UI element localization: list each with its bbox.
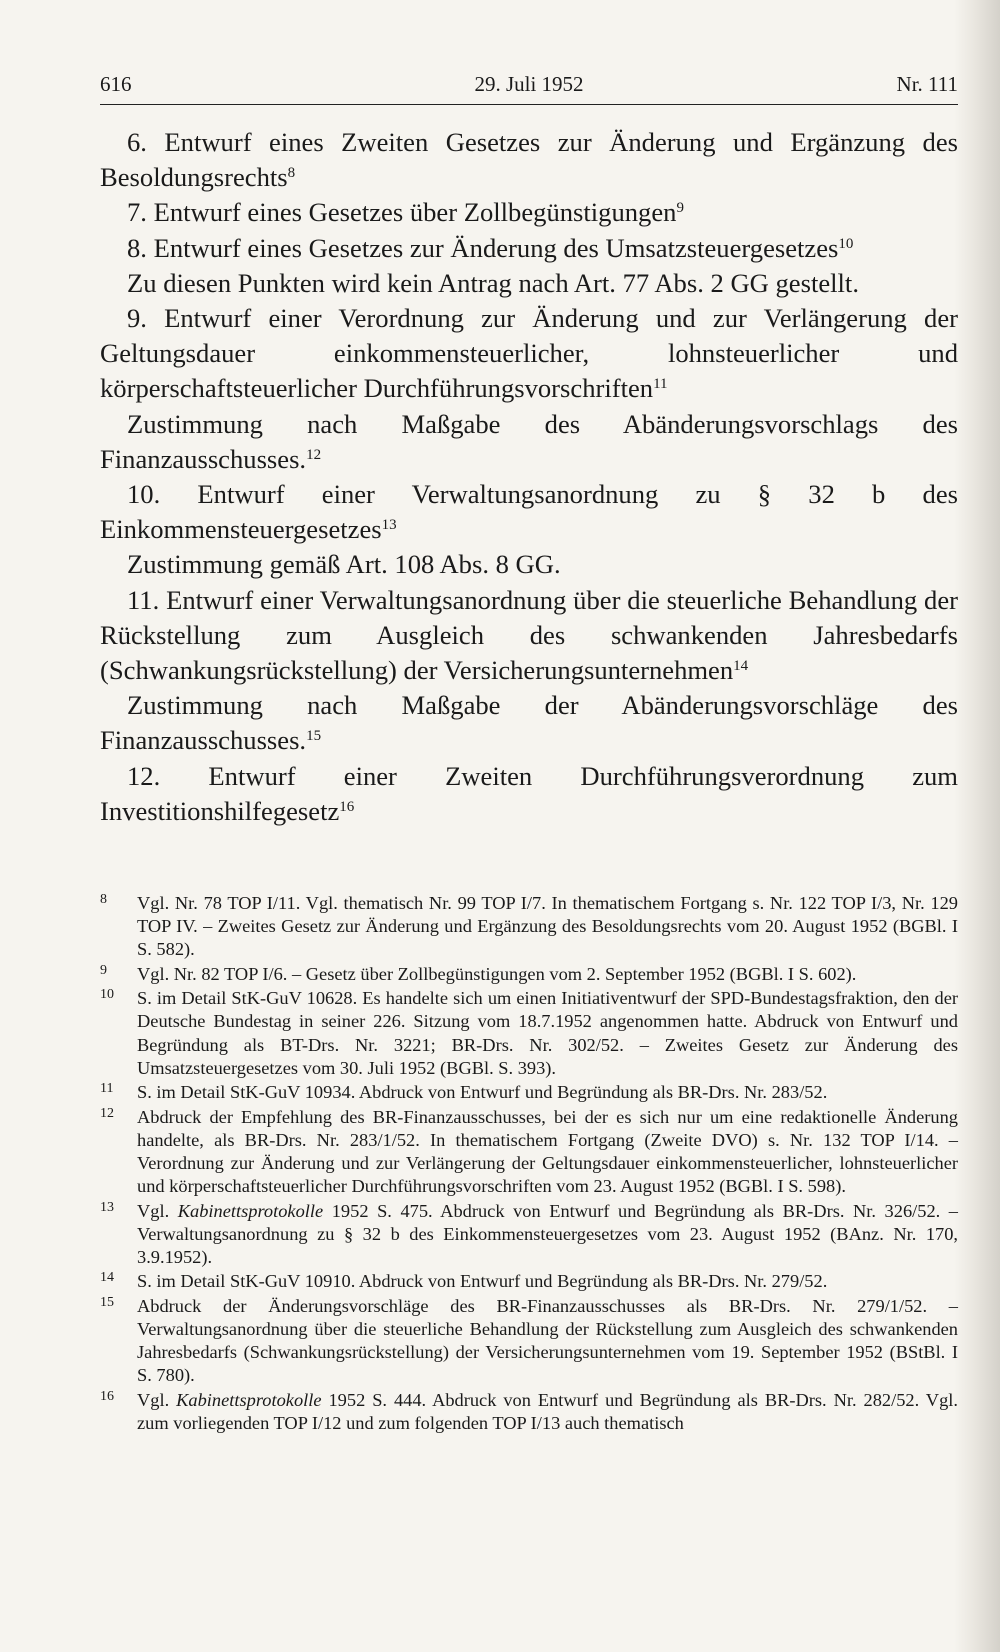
footnote-text: 1952 S. 475. Abdruck von Entwurf und Begründung als BR-Drs. Nr. 326/52. – Verwaltungsanordnung zu § 32 b des Einkommensteuergesetzes vom 23. August 1952 (BAnz. Nr. 170, 3.9.1952). xyxy=(137,1200,958,1267)
footnote-number: 10 xyxy=(100,987,114,1003)
footnote-ref: 13 xyxy=(381,517,397,534)
agenda-item-12: 12. Entwurf einer Zweiten Durchführungsverordnung zum Investitionshilfegesetz$^{16}$ xyxy=(100,760,958,826)
footnote-number: 9 xyxy=(100,962,107,978)
header-rule xyxy=(100,104,958,105)
footnote-ref: 9 xyxy=(676,200,684,217)
footnote-text: S. im Detail StK-GuV 10934. Abdruck von Entwurf und Begründung als BR-Drs. Nr. 283/52. xyxy=(137,1082,828,1103)
footnote-number: 14 xyxy=(100,1270,114,1286)
agenda-item-8: 8. Entwurf eines Gesetzes zur Änderung des Umsatzsteuergesetzes$^{10}$ xyxy=(127,232,854,263)
decision-items-6-8: Zu diesen Punkten wird kein Antrag nach Art. 77 Abs. 2 GG gestellt. xyxy=(127,267,859,298)
footnote-ref: 8 xyxy=(287,165,296,182)
decision-item-9: Zustimmung nach Maßgabe des Abänderungsvorschlags des Finanzausschusses.$^{12}$ xyxy=(100,408,958,474)
footnote-number: 13 xyxy=(100,1199,114,1215)
footnotes-section xyxy=(100,892,958,1436)
footnote-9 xyxy=(100,963,958,986)
footnote-text: Abdruck der Empfehlung des BR-Finanzausschusses, bei der es sich nur um eine redaktionelle Änderung handelte, als BR-Drs. Nr. 283/1/52. In thematischem Fortgang (Zweite DVO) s. Nr. 132 TOP I/14. – Verordnung zur Änderung und zur Verlängerung der Geltungsdauer einkommensteuerlicher, lohnsteuerlicher und körperschaftsteuerlicher Durchführungsvorschriften vom 23. August 1952 (BGBl. I S. 598). xyxy=(137,1106,958,1197)
footnote-text: Abdruck der Änderungsvorschläge des BR-Finanzausschusses als BR-Drs. Nr. 279/1/52. – Verwaltungsanordnung über die steuerliche Behandlung der Rückstellung zum Ausgleich des schwankenden Jahresbedarfs (Schwankungsrückstellung) der Versicherungsunternehmen vom 19. September 1952 (BStBl. I S. 780). xyxy=(137,1295,958,1386)
footnote-text: 1952 S. 444. Abdruck von Entwurf und Begründung als BR-Drs. Nr. 282/52. Vgl. zum vorliegenden TOP I/12 und zum folgenden TOP I/13 auch thematisch xyxy=(137,1389,958,1433)
footnote-number: 12 xyxy=(100,1105,114,1121)
footnote-text: Vgl. Nr. 82 TOP I/6. – Gesetz über Zollbegünstigungen vom 2. September 1952 (BGBl. I S. 602). xyxy=(137,963,857,984)
footnote-15 xyxy=(100,1295,958,1388)
footnote-number: 16 xyxy=(100,1388,114,1404)
agenda-item-11: 11. Entwurf einer Verwaltungsanordnung über die steuerliche Behandlung der Rückstellung zum Ausgleich des schwankenden Jahresbedarfs (Schwankungsrückstellung) der Versicherungsunternehmen$^{14}$ xyxy=(100,584,958,686)
footnote-12 xyxy=(100,1106,958,1199)
running-head xyxy=(100,72,958,106)
footnote-10 xyxy=(100,987,958,1080)
footnote-number: 15 xyxy=(100,1294,114,1310)
agenda-item-7: 7. Entwurf eines Gesetzes über Zollbegünstigungen$^9$ xyxy=(127,197,684,228)
footnote-text: S. im Detail StK-GuV 10628. Es handelte sich um einen Initiativentwurf der SPD-Bundestagsfraktion, den der Deutsche Bundestag in seiner 226. Sitzung vom 18.7.1952 angenommen hatte. Abdruck von Entwurf und Begründung als BT-Drs. Nr. 3221; BR-Drs. Nr. 302/52. – Zweites Gesetz zur Änderung des Umsatzsteuergesetzes vom 30. Juli 1952 (BGBl. S. 393). xyxy=(137,988,958,1078)
page-edge-shadow xyxy=(954,0,1000,1652)
footnote-16 xyxy=(100,1389,958,1435)
footnote-number: 11 xyxy=(100,1081,114,1097)
decision-item-11: Zustimmung nach Maßgabe der Abänderungsvorschläge des Finanzausschusses.$^{15}$ xyxy=(100,690,958,756)
decision-item-10: Zustimmung gemäß Art. 108 Abs. 8 GG. xyxy=(127,549,561,580)
footnote-text: Vgl. xyxy=(137,1200,178,1221)
footnote-number: 8 xyxy=(100,892,107,907)
agenda-item-6: 6. Entwurf eines Zweiten Gesetzes zur Änderung und Ergänzung des Besoldungsrechts$^8$ xyxy=(100,127,958,193)
footnote-ref: 10 xyxy=(838,235,854,252)
agenda-item-9: 9. Entwurf einer Verordnung zur Änderung und zur Verlängerung der Geltungsdauer einkommensteuerlicher, lohnsteuerlicher und körperschaftsteuerlicher Durchführungsvorschriften$^{11}$ xyxy=(100,303,958,404)
footnote-13 xyxy=(100,1200,958,1270)
header-date: 29. Juli 1952 xyxy=(474,72,584,96)
agenda-body xyxy=(100,125,958,829)
footnote-text: S. im Detail StK-GuV 10910. Abdruck von Entwurf und Begründung als BR-Drs. Nr. 279/52. xyxy=(137,1271,828,1292)
footnote-text: Vgl. xyxy=(137,1389,177,1410)
footnote-ref: 16 xyxy=(339,798,355,815)
footnote-ref: 14 xyxy=(733,658,749,675)
footnote-italic-title: Kabinettsprotokolle xyxy=(176,1389,322,1410)
issue-number: Nr. 111 xyxy=(896,72,958,96)
footnote-8 xyxy=(100,892,958,962)
footnote-ref: 15 xyxy=(306,728,322,745)
footnote-italic-title: Kabinettsprotokolle xyxy=(177,1200,324,1221)
footnote-ref: 11 xyxy=(653,376,668,393)
footnote-14 xyxy=(100,1270,958,1293)
footnote-text: Vgl. Nr. 78 TOP I/11. Vgl. thematisch Nr. 99 TOP I/7. In thematischem Fortgang s. Nr. 122 TOP I/3, Nr. 129 TOP IV. – Zweites Gesetz zur Änderung und Ergänzung des Besoldungsrechts vom 20. August 1952 (BGBl. I S. 582). xyxy=(137,893,958,960)
page-number: 616 xyxy=(100,72,132,96)
agenda-item-10: 10. Entwurf einer Verwaltungsanordnung zu § 32 b des Einkommensteuergesetzes$^{13}$ xyxy=(100,479,958,545)
footnote-ref: 12 xyxy=(306,446,322,463)
footnote-11 xyxy=(100,1081,958,1104)
